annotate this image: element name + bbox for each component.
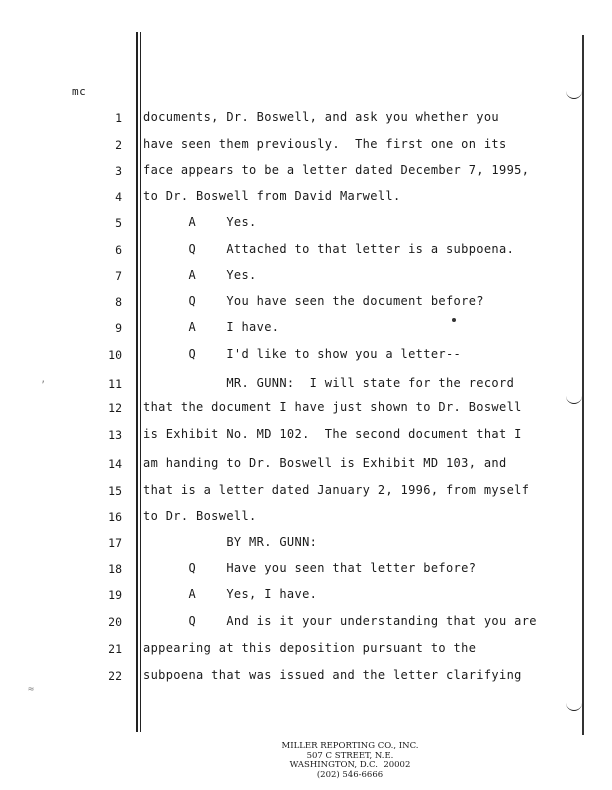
line-number: 7 <box>115 269 122 283</box>
transcript-line-text: A Yes. <box>143 215 257 229</box>
left-margin-rule-double <box>140 32 142 732</box>
transcript-line-text: Q And is it your understanding that you are <box>143 614 537 628</box>
binding-curl-mark <box>566 393 582 404</box>
line-number: 20 <box>108 615 122 629</box>
transcript-line-text: Q Attached to that letter is a subpoena. <box>143 242 515 256</box>
line-number: 14 <box>108 457 122 471</box>
line-number: 18 <box>108 562 122 576</box>
transcript-line-text: Q I'd like to show you a letter-- <box>143 347 462 361</box>
transcript-line-text: A Yes. <box>143 268 257 282</box>
transcript-line-text: face appears to be a letter dated December 7, 1995, <box>143 163 530 177</box>
line-number: 8 <box>115 295 122 309</box>
line-number: 13 <box>108 428 122 442</box>
left-margin-rule <box>136 32 138 732</box>
transcript-line-text: that the document I have just shown to Dr. Boswell <box>143 400 522 414</box>
binding-curl-mark <box>566 700 582 711</box>
transcript-line-text: appearing at this deposition pursuant to the <box>143 641 477 655</box>
line-number: 5 <box>115 216 122 230</box>
footer-phone: (202) 546-6666 <box>316 769 384 780</box>
line-number: 15 <box>108 484 122 498</box>
transcript-line-text: BY MR. GUNN: <box>143 535 318 549</box>
line-number: 4 <box>115 190 122 204</box>
transcript-line-text: Q Have you seen that letter before? <box>143 561 477 575</box>
transcript-line-text: subpoena that was issued and the letter clarifying <box>143 668 522 682</box>
right-margin-rule <box>582 35 584 735</box>
line-number: 12 <box>108 401 122 415</box>
transcript-line-text: have seen them previously. The first one on its <box>143 137 507 151</box>
binding-curl-mark <box>566 88 582 99</box>
transcript-line-text: Q You have seen the document before? <box>143 294 484 308</box>
transcript-line-text: to Dr. Boswell from David Marwell. <box>143 189 401 203</box>
transcript-line-text: A I have. <box>143 320 280 334</box>
transcript-line-text: that is a letter dated January 2, 1996, from myself <box>143 483 530 497</box>
scan-smudge-mark: ’ <box>40 380 47 391</box>
transcript-line-text: documents, Dr. Boswell, and ask you whether you <box>143 110 500 124</box>
scan-smudge-mark: ≈ <box>28 684 35 695</box>
line-number: 11 <box>108 377 122 391</box>
line-number: 3 <box>115 164 122 178</box>
line-number: 6 <box>115 243 122 257</box>
line-number: 21 <box>108 642 122 656</box>
transcript-line-text: MR. GUNN: I will state for the record <box>143 376 515 390</box>
transcript-line-text: am handing to Dr. Boswell is Exhibit MD 103, and <box>143 456 507 470</box>
line-number: 19 <box>108 588 122 602</box>
reporter-initials: mc <box>72 85 87 98</box>
line-number: 16 <box>108 510 122 524</box>
line-number: 17 <box>108 536 122 550</box>
line-number: 2 <box>115 138 122 152</box>
footer-company: MILLER REPORTING CO., INC. <box>281 741 419 751</box>
transcript-line-text: to Dr. Boswell. <box>143 509 257 523</box>
line-number: 9 <box>115 321 122 335</box>
reporting-company-footer <box>240 742 460 780</box>
line-number: 10 <box>108 348 122 362</box>
ink-speck <box>452 318 456 322</box>
transcript-line-text: is Exhibit No. MD 102. The second document that I <box>143 427 522 441</box>
line-number: 1 <box>115 111 122 125</box>
transcript-line-text: A Yes, I have. <box>143 587 318 601</box>
footer-city: WASHINGTON, D.C. 20002 <box>289 760 411 770</box>
footer-street: 507 C STREET, N.E. <box>306 750 394 761</box>
line-number: 22 <box>108 669 122 683</box>
